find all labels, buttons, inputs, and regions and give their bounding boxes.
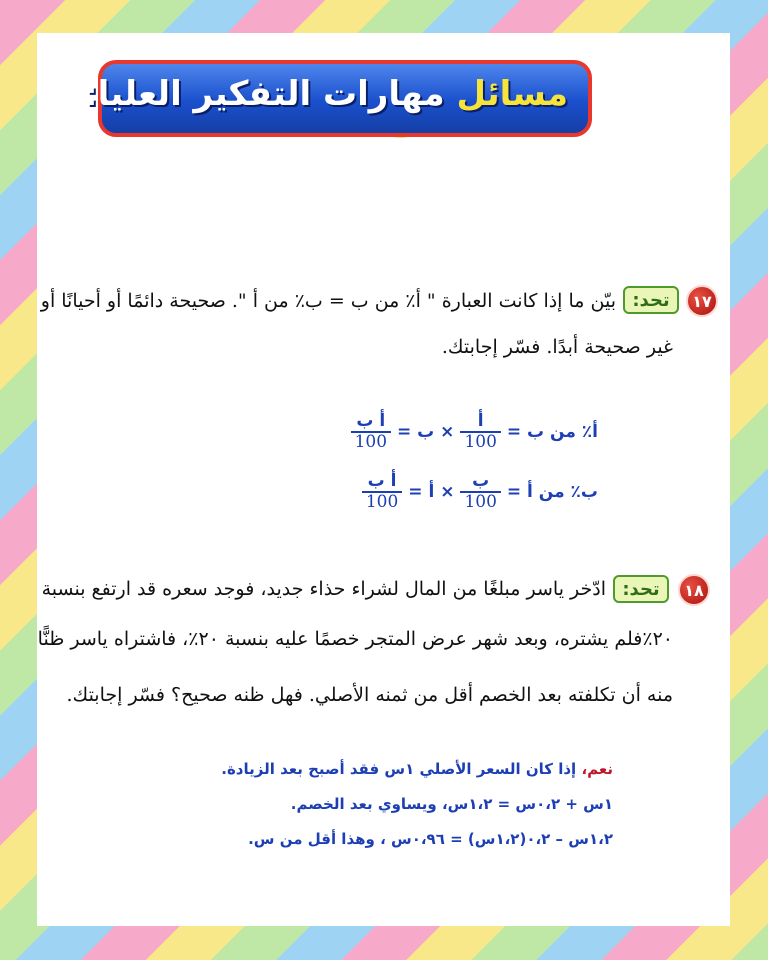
- question-number-18: ١٨: [678, 574, 710, 606]
- eq2-f1-den: 100: [460, 491, 500, 512]
- section-banner: [83, 60, 592, 137]
- equation-1: [351, 412, 598, 451]
- challenge-tag: تحد:: [613, 575, 669, 603]
- question-number-17: ١٧: [686, 285, 718, 317]
- banner-title-rest: مهارات التفكير العليا:: [83, 74, 457, 114]
- answer-line1-text: إذا كان السعر الأصلي ١س فقد أصبح بعد الزيادة.: [221, 760, 582, 778]
- eq1-f2-num: أ ب: [356, 411, 386, 431]
- eq2-f2-num: أ ب: [367, 471, 397, 491]
- eq1-fraction-2: [351, 412, 391, 451]
- answer-yes: نعم،: [581, 760, 613, 778]
- answer-line1: [221, 760, 613, 778]
- banner-title-highlight: مسائل: [456, 74, 568, 114]
- q18-text-line3: منه أن تكلفته بعد الخصم أقل من ثمنه الأصلي. فهل ظنه صحيح؟ فسّر إجابتك.: [66, 684, 673, 706]
- eq2-times: × أ =: [408, 481, 455, 502]
- q18-text-line2: ٢٠٪فلم يشتره، وبعد شهر عرض المتجر خصمًا عليه بنسبة ٢٠٪، فاشتراه ياسر ظنًّا: [37, 628, 673, 650]
- answer-line3: ١،٢س – ٠،٢(١،٢س) = ٠،٩٦س ، وهذا أقل من س.: [248, 830, 613, 848]
- eq1-f1-den: 100: [460, 431, 500, 452]
- eq1-f2-den: 100: [351, 431, 391, 452]
- q18-text-line1: ادّخر ياسر مبلغًا من المال لشراء حذاء جديد، فوجد سعره قد ارتفع بنسبة: [41, 578, 606, 600]
- eq1-f1-num: أ: [477, 411, 484, 431]
- eq1-lhs: أ٪ من ب =: [506, 421, 598, 442]
- q17-text-line1: بيّن ما إذا كانت العبارة " أ٪ من ب = ب٪ من أ ". صحيحة دائمًا أو أحيانًا أو: [40, 290, 616, 312]
- eq2-fraction-1: [460, 472, 500, 511]
- eq1-times: × ب =: [397, 421, 455, 442]
- eq2-lhs: ب٪ من أ =: [506, 481, 598, 502]
- eq2-fraction-2: [362, 472, 402, 511]
- challenge-tag: تحد:: [623, 286, 679, 314]
- eq2-f2-den: 100: [362, 491, 402, 512]
- banner-title: [83, 74, 568, 114]
- equation-2: [362, 472, 598, 511]
- eq2-f1-num: ب: [472, 471, 490, 491]
- q17-text-line2: غير صحيحة أبدًا. فسّر إجابتك.: [441, 336, 673, 358]
- eq1-fraction-1: [460, 412, 500, 451]
- answer-line2: ١س + ٠،٢س = ١،٢س، ويساوي بعد الخصم.: [290, 795, 613, 813]
